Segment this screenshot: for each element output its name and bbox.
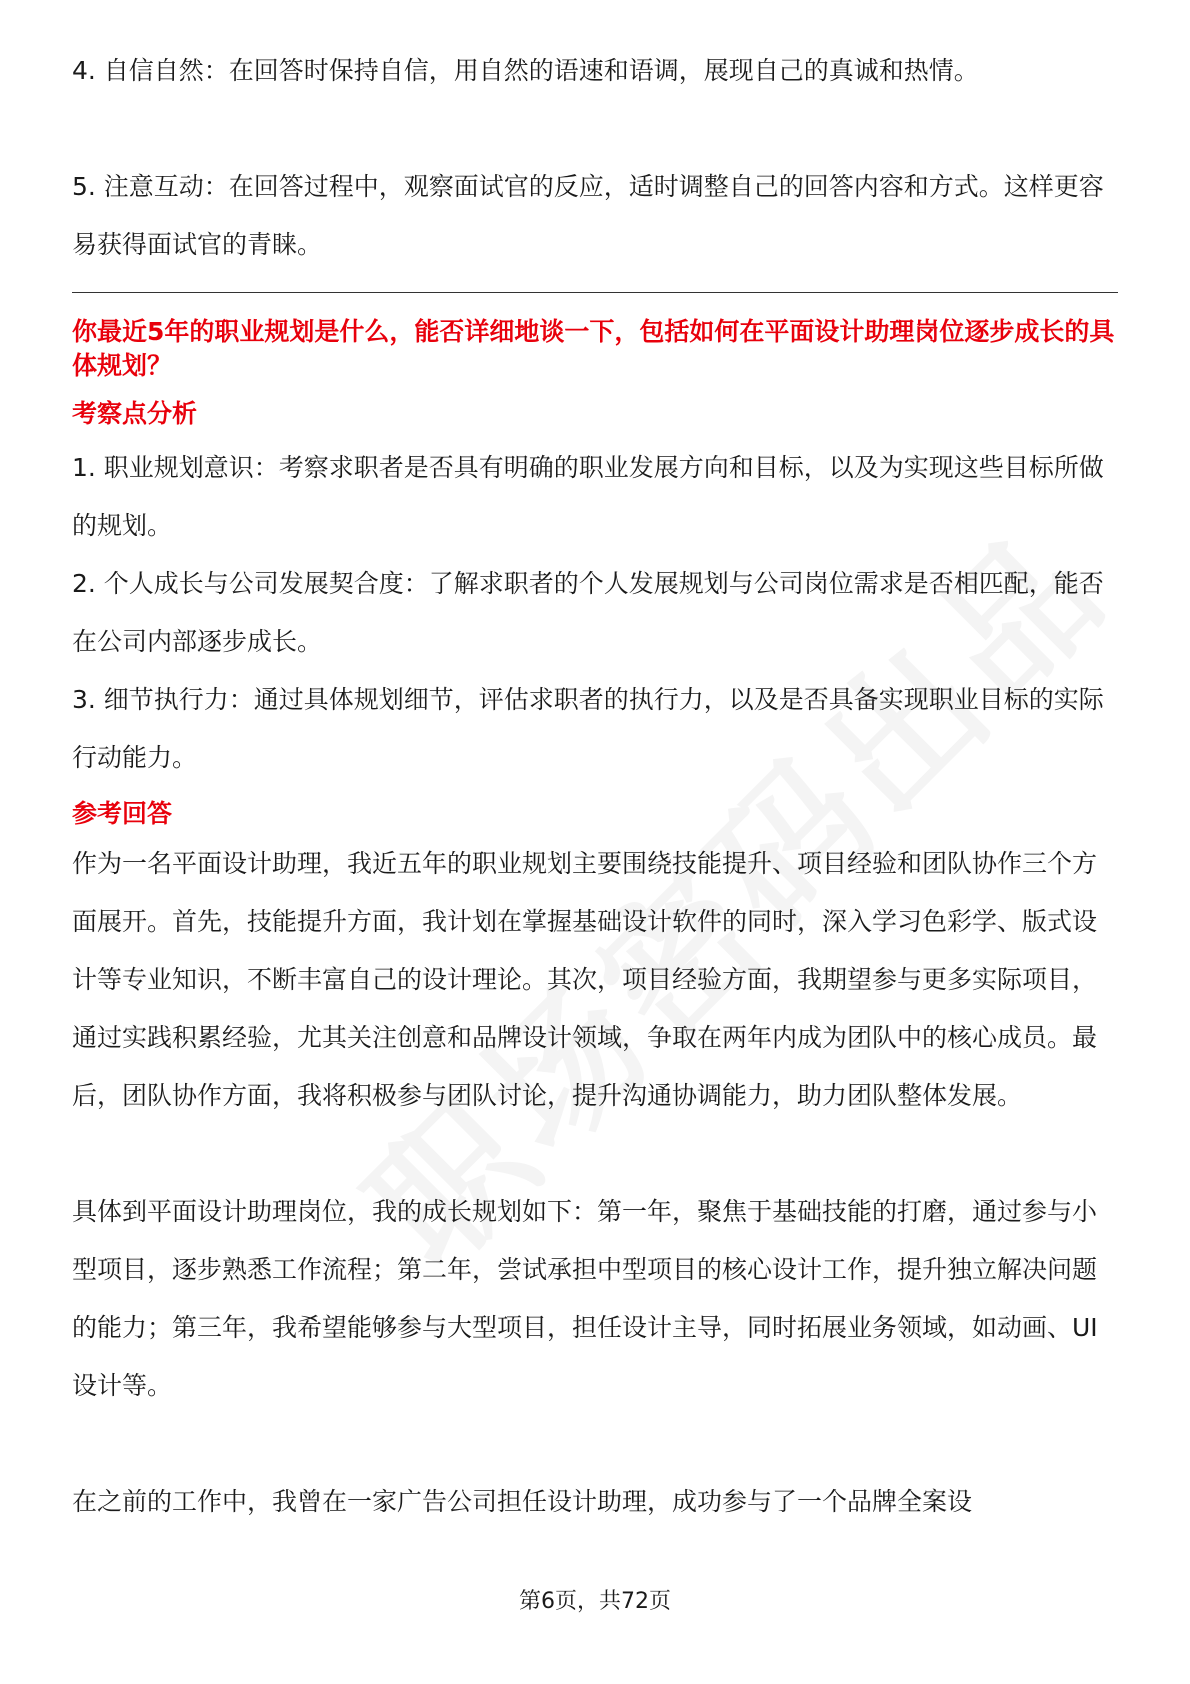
- question-title: 你最近5年的职业规划是什么，能否详细地谈一下，包括如何在平面设计助理岗位逐步成长的具体规划？: [72, 317, 1115, 380]
- page-footer: 第6页，共72页: [519, 1589, 671, 1614]
- analysis-item-1: 1. 职业规划意识：考察求职者是否具有明确的职业发展方向和目标，以及为实现这些目标所做的规划。: [72, 453, 1104, 540]
- answer-heading: 参考回答: [72, 799, 173, 828]
- answer-paragraph-2: 具体到平面设计助理岗位，我的成长规划如下：第一年，聚焦于基础技能的打磨，通过参与小型项目，逐步熟悉工作流程；第二年，尝试承担中型项目的核心设计工作，提升独立解决问题的能力；第三年，我希望能够参与大型项目，担任设计主导，同时拓展业务领域，如动画、UI设计等。: [72, 1197, 1098, 1400]
- section-divider: [72, 292, 1118, 293]
- prev-item-5: 5. 注意互动：在回答过程中，观察面试官的反应，适时调整自己的回答内容和方式。这样更容易获得面试官的青睐。: [72, 172, 1104, 259]
- document-body: [72, 42, 1118, 1531]
- analysis-item-3: 3. 细节执行力：通过具体规划细节，评估求职者的执行力，以及是否具备实现职业目标的实际行动能力。: [72, 685, 1104, 772]
- prev-item-4: 4. 自信自然：在回答时保持自信，用自然的语速和语调，展现自己的真诚和热情。: [72, 56, 979, 85]
- analysis-heading: 考察点分析: [72, 399, 198, 428]
- answer-paragraph-1: 作为一名平面设计助理，我近五年的职业规划主要围绕技能提升、项目经验和团队协作三个方面展开。首先，技能提升方面，我计划在掌握基础设计软件的同时，深入学习色彩学、版式设计等专业知识，不断丰富自己的设计理论。其次，项目经验方面，我期望参与更多实际项目，通过实践积累经验，尤其关注创意和品牌设计领域，争取在两年内成为团队中的核心成员。最后，团队协作方面，我将积极参与团队讨论，提升沟通协调能力，助力团队整体发展。: [72, 849, 1098, 1110]
- analysis-item-2: 2. 个人成长与公司发展契合度：了解求职者的个人发展规划与公司岗位需求是否相匹配，能否在公司内部逐步成长。: [72, 569, 1104, 656]
- answer-paragraph-3: 在之前的工作中，我曾在一家广告公司担任设计助理，成功参与了一个品牌全案设: [72, 1487, 973, 1516]
